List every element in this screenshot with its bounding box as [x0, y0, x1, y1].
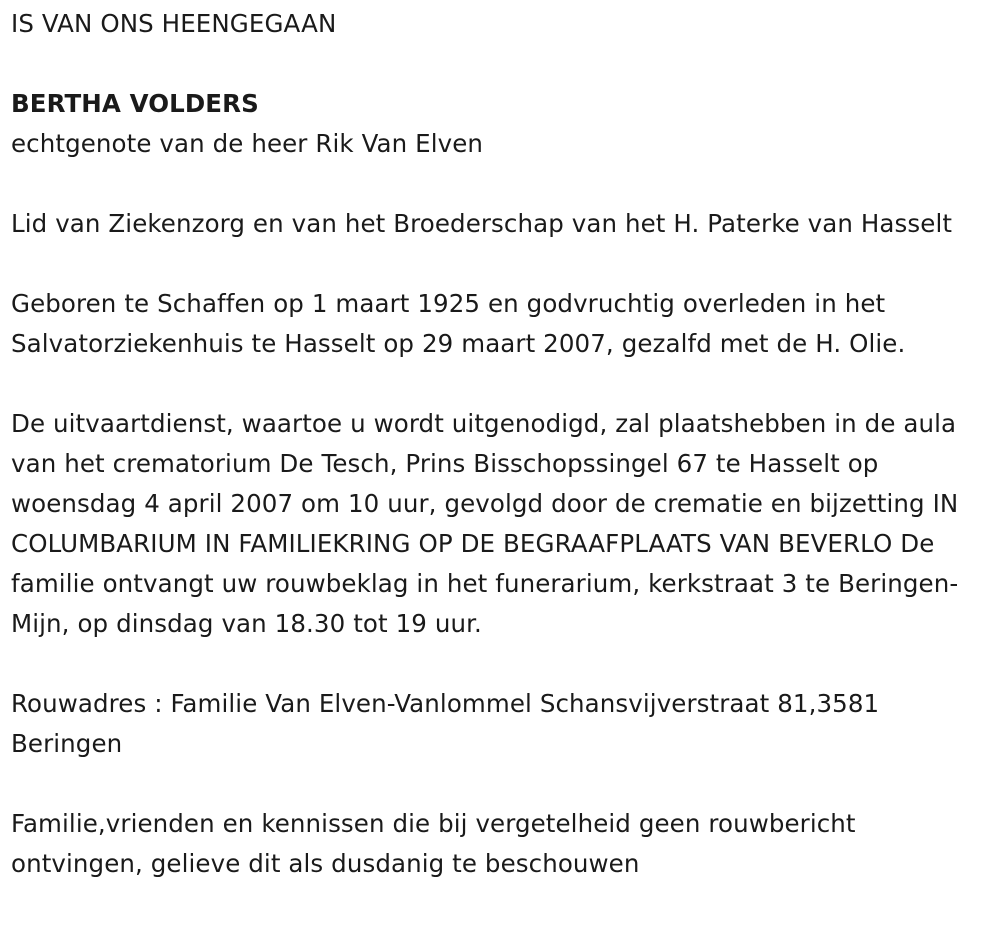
closing-paragraph: Familie,vrienden en kennissen die bij vergetelheid geen rouwbericht ontvingen, gelieve dit als dusdanig te beschouwen: [11, 809, 856, 878]
obituary-notice: [11, 4, 986, 924]
birth-death-paragraph: Geboren te Schaffen op 1 maart 1925 en godvruchtig overleden in het Salvatorziekenhuis te Hasselt op 29 maart 2007, gezalfd met de H. Olie.: [11, 289, 906, 358]
membership-paragraph: Lid van Ziekenzorg en van het Broederschap van het H. Paterke van Hasselt: [11, 209, 953, 238]
mourning-address: Rouwadres : Familie Van Elven-Vanlommel Schansvijverstraat 81,3581 Beringen: [11, 689, 880, 758]
notice-heading: IS VAN ONS HEENGEGAAN: [11, 9, 337, 38]
funeral-paragraph: De uitvaartdienst, waartoe u wordt uitgenodigd, zal plaatshebben in de aula van het crematorium De Tesch, Prins Bisschopssingel 67 te Hasselt op woensdag 4 april 2007 om 10 uur, gevolgd door de crematie en bijzetting IN COLUMBARIUM IN FAMILIEKRING OP DE BEGRAAFPLAATS VAN BEVERLO De familie ontvangt uw rouwbeklag in het funerarium, kerkstraat 3 te Beringen-Mijn, op dinsdag van 18.30 tot 19 uur.: [11, 409, 959, 638]
spouse-line: echtgenote van de heer Rik Van Elven: [11, 129, 484, 158]
deceased-name: BERTHA VOLDERS: [11, 89, 259, 118]
